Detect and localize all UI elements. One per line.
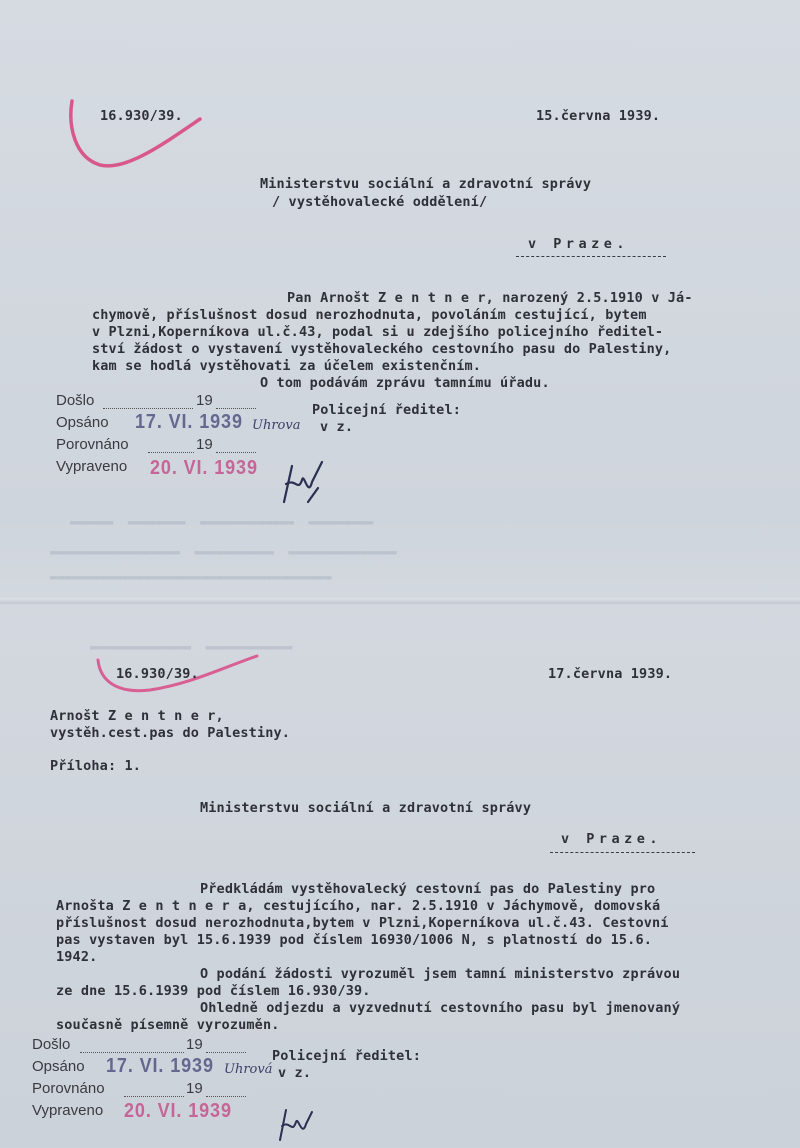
body-line: kam se hodlá vystěhovati za účelem existenčním.	[92, 358, 482, 374]
date-stamp-vypraveno: 20. VI. 1939	[150, 457, 258, 479]
body-line: současně písemně vyrozuměn.	[56, 1017, 280, 1033]
form-dotted-line	[103, 408, 193, 409]
signature-vz: v z.	[278, 1065, 312, 1081]
form-label-opsano: Opsáno	[56, 414, 109, 431]
body-line: ství žádost o vystavení vystěhovaleckého cestovního pasu do Palestiny,	[92, 341, 672, 357]
reference-number: 16.930/39.	[100, 108, 183, 124]
form-label-doslo: Došlo	[32, 1036, 71, 1053]
attachment-line: Příloha: 1.	[50, 758, 142, 774]
signature-scrawl	[278, 458, 328, 512]
place-underline	[550, 852, 695, 853]
initials-handwritten: Uhrová	[224, 1062, 273, 1077]
form-year-prefix: 19	[196, 436, 213, 453]
form-label-porovnano: Porovnáno	[32, 1080, 105, 1097]
body-line: pas vystaven byl 15.6.1939 pod číslem 16930/1006 N, s platností do 15.6.	[56, 932, 652, 948]
form-label-vypraveno: Vypraveno	[32, 1102, 104, 1119]
subject-topic: vystěh.cest.pas do Palestiny.	[50, 725, 291, 741]
form-year-prefix: 19	[196, 392, 213, 409]
reference-number: 16.930/39.	[116, 666, 199, 682]
body-line: Arnošta Z e n t n e r a, cestujícího, nar. 2.5.1910 v Jáchymově, domovská	[56, 898, 661, 914]
body-line: v Plzni,Koperníkova ul.č.43, podal si u zdejšího policejního ředitel-	[92, 324, 664, 340]
form-dotted-line	[216, 452, 256, 453]
initials-handwritten: Uhrova	[252, 418, 301, 433]
letter-date: 15.června 1939.	[536, 108, 661, 124]
body-line: ze dne 15.6.1939 pod číslem 16.930/39.	[56, 983, 371, 999]
form-label-porovnano: Porovnáno	[56, 436, 129, 453]
signature-title: Policejní ředitel:	[272, 1048, 421, 1064]
form-label-doslo: Došlo	[56, 392, 95, 409]
form-year-prefix: 19	[186, 1080, 203, 1097]
subject-name: Arnošt Z e n t n e r,	[50, 708, 224, 724]
addressee-line: Ministerstvu sociální a zdravotní správy	[260, 176, 592, 192]
body-line: 1942.	[56, 949, 98, 965]
body-line: Předkládám vystěhovalecký cestovní pas do Palestiny pro	[200, 881, 656, 897]
form-label-opsano: Opsáno	[32, 1058, 85, 1075]
date-stamp-opsano: 17. VI. 1939	[106, 1055, 214, 1077]
date-stamp-vypraveno: 20. VI. 1939	[124, 1100, 232, 1122]
addressee-department: / vystěhovalecké oddělení/	[272, 194, 488, 210]
form-dotted-line	[148, 452, 194, 453]
form-label-vypraveno: Vypraveno	[56, 458, 128, 475]
show-through-text: ▬▬▬▬▬▬ ▬▬▬▬▬▬▬▬ ▬▬▬▬▬▬▬▬▬▬▬▬▬ ▬▬▬▬▬▬▬▬▬	[70, 515, 374, 529]
form-dotted-line	[124, 1096, 184, 1097]
form-dotted-line	[206, 1096, 246, 1097]
date-stamp-opsano: 17. VI. 1939	[135, 411, 243, 433]
place-line: v Praze.	[528, 236, 630, 252]
body-line: O tom podávám zprávu tamnímu úřadu.	[260, 375, 550, 391]
show-through-text: ▬▬▬▬▬▬▬▬▬▬▬▬▬▬ ▬▬▬▬▬▬▬▬▬▬▬▬	[90, 640, 293, 654]
body-line: Pan Arnošt Z e n t n e r, narozený 2.5.1910 v Já-	[287, 290, 693, 306]
body-line: chymově, příslušnost dosud nerozhodnuta, povoláním cestující, bytem	[92, 307, 647, 323]
form-dotted-line	[80, 1052, 184, 1053]
form-year-prefix: 19	[186, 1036, 203, 1053]
signature-title: Policejní ředitel:	[312, 402, 461, 418]
place-underline	[516, 256, 666, 257]
body-line: Ohledně odjezdu a vyzvednutí cestovního pasu byl jmenovaný	[200, 1000, 681, 1016]
body-line: O podání žádosti vyrozuměl jsem tamní ministerstvo zprávou	[200, 966, 681, 982]
form-dotted-line	[216, 408, 256, 409]
addressee-line: Ministerstvu sociální a zdravotní správy	[200, 800, 532, 816]
page-fold	[0, 598, 800, 604]
form-dotted-line	[206, 1052, 246, 1053]
body-line: příslušnost dosud nerozhodnuta,bytem v Plzni,Koperníkova ul.č.43. Cestovní	[56, 915, 669, 931]
signature-vz: v z.	[320, 419, 354, 435]
show-through-text: ▬▬▬▬▬▬▬▬▬▬▬▬▬▬▬▬▬▬▬▬▬▬▬▬▬▬▬▬▬▬▬▬▬▬▬▬▬▬▬	[50, 570, 332, 584]
show-through-text: ▬▬▬▬▬▬▬▬▬▬▬▬▬▬▬▬▬▬ ▬▬▬▬▬▬▬▬▬▬▬ ▬▬▬▬▬▬▬▬▬▬▬▬▬▬▬	[50, 545, 397, 559]
letter-date: 17.června 1939.	[548, 666, 673, 682]
signature-scrawl	[276, 1106, 316, 1148]
place-line: v Praze.	[561, 831, 663, 847]
